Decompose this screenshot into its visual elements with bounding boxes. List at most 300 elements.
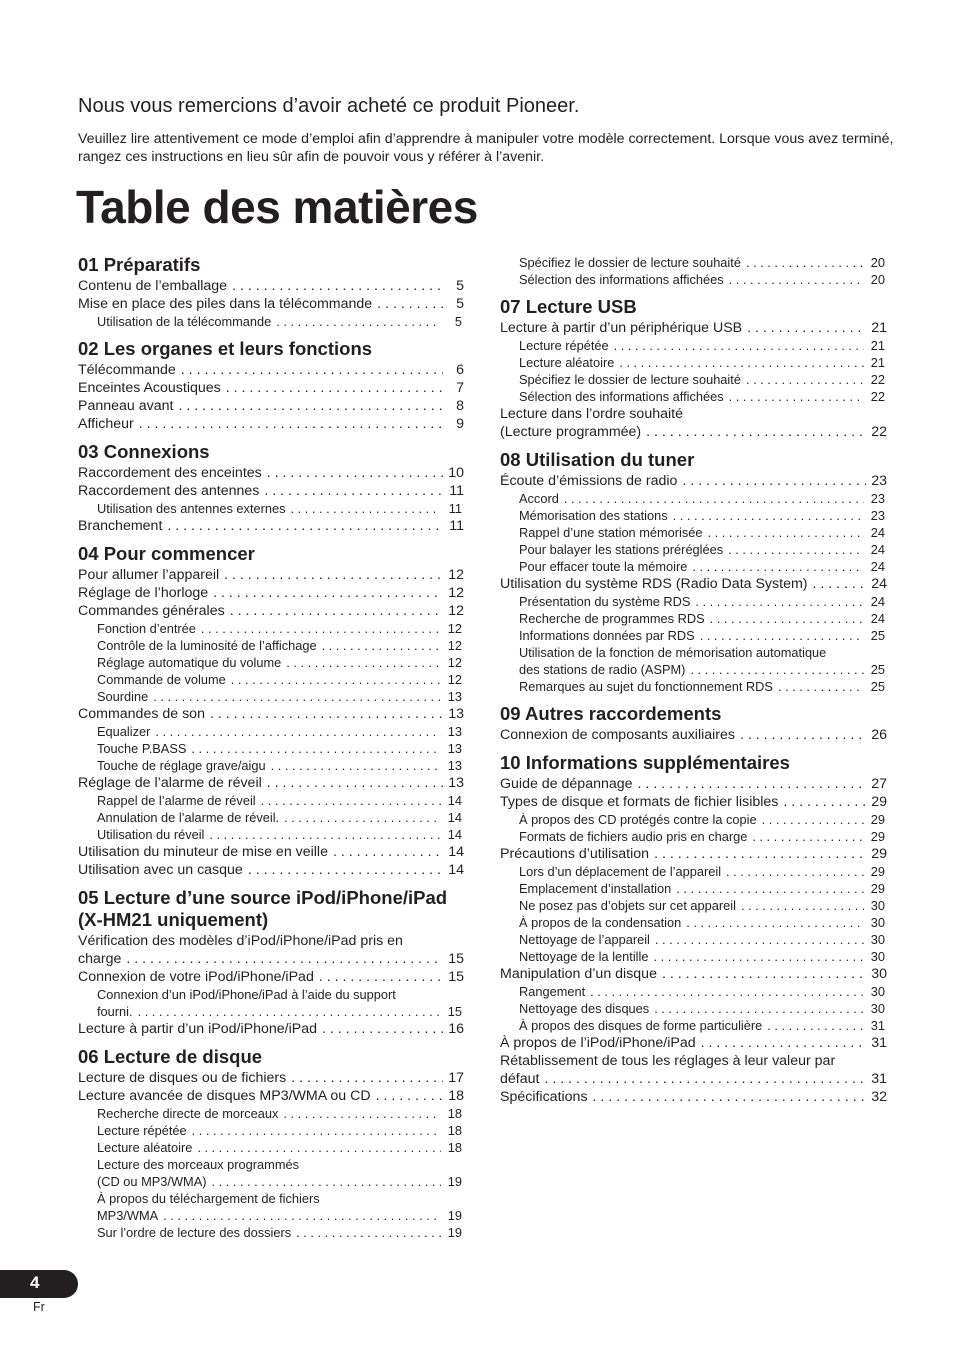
toc-entry[interactable]: [500, 775, 887, 793]
toc-entry[interactable]: [78, 415, 464, 433]
toc-entry[interactable]: [78, 968, 464, 986]
toc-subentry[interactable]: [78, 1105, 464, 1122]
entry-page: 25: [870, 679, 885, 694]
toc-entry[interactable]: [78, 1087, 464, 1105]
toc-subentry[interactable]: [500, 678, 887, 695]
entry-label: Rappel d’une station mémorisée: [519, 525, 703, 540]
dot-leader: [226, 379, 443, 397]
section-title[interactable]: 06 Lecture de disque: [78, 1046, 263, 1067]
entry-label: défaut: [500, 1071, 540, 1087]
toc-entry[interactable]: [78, 843, 464, 861]
dot-leader: [284, 809, 441, 826]
dot-leader: [333, 843, 443, 861]
section-title[interactable]: 07 Lecture USB: [500, 296, 637, 317]
entry-page: 30: [870, 915, 885, 930]
dot-leader: [377, 295, 443, 313]
entry-label: Télécommande: [78, 362, 176, 378]
toc-subentry[interactable]: [500, 541, 887, 558]
dot-leader: [692, 558, 864, 575]
entry-label: Sélection des informations affichées: [519, 389, 724, 404]
entry-label: Ne posez pas d’objets sur cet appareil: [519, 898, 736, 913]
toc-subentry[interactable]: [78, 826, 464, 843]
entry-label: Lecture de disques ou de fichiers: [78, 1070, 287, 1086]
toc-right-column: [500, 254, 887, 1106]
language-code: Fr: [33, 1300, 45, 1314]
dot-leader: [138, 1003, 441, 1020]
toc-entry[interactable]: [78, 277, 464, 295]
entry-page: 27: [871, 776, 887, 792]
entry-page: 21: [871, 320, 887, 336]
dot-leader: [283, 1105, 441, 1122]
toc-subentry[interactable]: [78, 740, 464, 757]
dot-leader: [813, 575, 867, 593]
toc-section-10: [500, 752, 887, 1106]
entry-page: 13: [447, 689, 462, 704]
toc-section-02: [78, 338, 464, 433]
toc-entry[interactable]: [500, 423, 887, 441]
entry-label: Pour effacer toute la mémoire: [519, 559, 688, 574]
dot-leader: [662, 965, 866, 983]
dot-leader: [201, 620, 441, 637]
dot-leader: [213, 584, 443, 602]
entry-page: 15: [447, 1004, 462, 1019]
toc-subentry[interactable]: [500, 388, 887, 405]
toc-entry[interactable]: [78, 774, 464, 792]
dot-leader: [153, 688, 441, 705]
entry-page: 22: [871, 424, 887, 440]
dot-leader: [752, 828, 864, 845]
entry-page: 31: [870, 1018, 885, 1033]
entry-label: Sélection des informations affichées: [519, 272, 724, 287]
entry-label: Précautions d’utilisation: [500, 846, 650, 862]
toc-subentry[interactable]: [500, 1000, 887, 1017]
toc-entry[interactable]: [78, 482, 464, 500]
entry-label: À propos de la condensation: [519, 915, 682, 930]
section-title[interactable]: 09 Autres raccordements: [500, 703, 722, 724]
toc-subentry[interactable]: [78, 809, 464, 826]
toc-entry[interactable]: [78, 1020, 464, 1038]
toc-subentry[interactable]: [78, 792, 464, 809]
dot-leader: [590, 983, 864, 1000]
toc-section-09: [500, 703, 887, 744]
toc-entry[interactable]: [78, 705, 464, 723]
toc-entry[interactable]: [78, 950, 464, 968]
toc-entry[interactable]: [500, 965, 887, 983]
dot-leader: [726, 863, 864, 880]
dot-leader: [682, 472, 866, 490]
entry-label: Lecture avancée de disques MP3/WMA ou CD: [78, 1088, 371, 1104]
toc-subentry[interactable]: [500, 524, 887, 541]
dot-leader: [139, 415, 443, 433]
entry-page: 21: [870, 338, 885, 353]
entry-page: 6: [456, 362, 464, 378]
dot-leader: [231, 671, 441, 688]
toc-subentry[interactable]: [78, 1003, 464, 1020]
entry-page: 24: [870, 594, 885, 609]
entry-label: Spécifiez le dossier de lecture souhaité: [519, 372, 741, 387]
entry-label-line1: Lecture des morceaux programmés: [97, 1157, 299, 1172]
entry-page: 24: [870, 542, 885, 557]
toc-entry[interactable]: [78, 861, 464, 879]
dot-leader: [319, 968, 443, 986]
toc-left-column: [78, 254, 464, 1241]
toc-entry[interactable]: [78, 602, 464, 620]
entry-label: Remarques au sujet du fonctionnement RDS: [519, 679, 773, 694]
dot-leader: [210, 705, 443, 723]
toc-section-06: [78, 1046, 464, 1241]
entry-page: 12: [447, 672, 462, 687]
toc-subentry[interactable]: [500, 507, 887, 524]
entry-label: Annulation de l’alarme de réveil.: [97, 810, 280, 825]
dot-leader: [740, 726, 866, 744]
toc-subentry[interactable]: [78, 500, 464, 517]
dot-leader: [746, 371, 864, 388]
toc-subentry[interactable]: [500, 627, 887, 644]
entry-page: 13: [448, 706, 464, 722]
entry-page: 17: [448, 1070, 464, 1086]
dot-leader: [291, 500, 441, 517]
dot-leader: [209, 826, 441, 843]
dot-leader: [638, 775, 866, 793]
entry-label: Présentation du système RDS: [519, 594, 691, 609]
entry-page: 20: [870, 255, 885, 270]
entry-label: À propos de l’iPod/iPhone/iPad: [500, 1035, 696, 1051]
dot-leader: [167, 517, 443, 535]
dot-leader: [155, 723, 441, 740]
toc-entry[interactable]: [500, 575, 887, 593]
section-title[interactable]: 02 Les organes et leurs fonctions: [78, 338, 373, 359]
entry-label: Fonction d’entrée: [97, 621, 196, 636]
entry-label: Utilisation du minuteur de mise en veille: [78, 844, 328, 860]
entry-page: 24: [870, 559, 885, 574]
entry-page: 21: [870, 355, 885, 370]
toc-subentry[interactable]: [500, 271, 887, 288]
entry-page: 26: [871, 727, 887, 743]
toc-subentry[interactable]: [500, 254, 887, 271]
toc-subentry[interactable]: [500, 558, 887, 575]
toc-entry[interactable]: [500, 1034, 887, 1052]
entry-page: 25: [870, 628, 885, 643]
toc-subentry[interactable]: [500, 983, 887, 1000]
section-title[interactable]: 08 Utilisation du tuner: [500, 449, 695, 470]
entry-label: Connexion de composants auxiliaires: [500, 727, 736, 743]
toc-entry[interactable]: [78, 517, 464, 535]
toc-entry[interactable]: [78, 464, 464, 482]
toc-entry[interactable]: [78, 361, 464, 379]
dot-leader: [197, 1139, 441, 1156]
toc-subentry[interactable]: [78, 688, 464, 705]
entry-page: 5: [456, 296, 464, 312]
dot-leader: [701, 1034, 866, 1052]
dot-leader: [261, 792, 441, 809]
entry-label: Nettoyage des disques: [519, 1001, 650, 1016]
toc-subentry[interactable]: [500, 897, 887, 914]
entry-page: 16: [448, 1021, 464, 1037]
dot-leader: [322, 1020, 443, 1038]
section-title[interactable]: 10 Informations supplémentaires: [500, 752, 790, 773]
section-title-line1: 05 Lecture d’une source iPod/iPhone/iPad: [78, 887, 448, 908]
entry-label: Commandes générales: [78, 603, 225, 619]
toc-subentry[interactable]: [500, 914, 887, 931]
entry-label: Raccordement des antennes: [78, 483, 260, 499]
entry-label: Lecture à partir d’un iPod/iPhone/iPad: [78, 1021, 317, 1037]
toc-subentry[interactable]: [78, 1224, 464, 1241]
dot-leader: [778, 678, 864, 695]
entry-label: Types de disque et formats de fichier lisibles: [500, 794, 779, 810]
entry-label: Spécifications: [500, 1089, 588, 1105]
dot-leader: [192, 1122, 441, 1139]
toc-entry[interactable]: [500, 793, 887, 811]
section-title[interactable]: [78, 887, 464, 931]
entry-page: 19: [447, 1174, 462, 1189]
entry-page: 12: [447, 638, 462, 653]
entry-page: 24: [870, 611, 885, 626]
section-title[interactable]: 04 Pour commencer: [78, 543, 255, 564]
entry-page: 15: [448, 969, 464, 985]
page-number: 4: [30, 1273, 40, 1292]
toc-subentry[interactable]: [500, 828, 887, 845]
toc-subentry[interactable]: [78, 671, 464, 688]
section-title[interactable]: 01 Préparatifs: [78, 254, 201, 275]
toc-subentry[interactable]: [78, 1173, 464, 1190]
toc-entry[interactable]: [500, 845, 887, 863]
entry-page: 11: [449, 518, 464, 534]
dot-leader: [178, 397, 443, 415]
toc-subentry[interactable]: [78, 1122, 464, 1139]
entry-label: Réglage de l’horloge: [78, 585, 209, 601]
entry-page: 30: [870, 949, 885, 964]
dot-leader: [191, 740, 441, 757]
entry-label-line1: Utilisation de la fonction de mémorisation automatique: [519, 645, 827, 660]
entry-label-line1: Vérification des modèles d’iPod/iPhone/iPad pris en: [78, 933, 403, 949]
toc-subentry[interactable]: [500, 593, 887, 610]
entry-label-line1: Connexion d’un iPod/iPhone/iPad à l’aide du support: [97, 987, 396, 1002]
toc-subentry[interactable]: [78, 1139, 464, 1156]
toc-subentry[interactable]: [500, 610, 887, 627]
dot-leader: [291, 1069, 443, 1087]
toc-subentry[interactable]: [500, 948, 887, 965]
toc-section-08: [500, 449, 887, 695]
toc-subentry[interactable]: [78, 757, 464, 774]
dot-leader: [762, 811, 864, 828]
entry-page: 14: [447, 793, 462, 808]
dot-leader: [224, 566, 443, 584]
entry-label: À propos des disques de forme particulière: [519, 1018, 763, 1033]
entry-page: 15: [448, 951, 464, 967]
entry-label: Utilisation de la télécommande: [97, 314, 272, 329]
dot-leader: [276, 313, 441, 330]
entry-label-line1: À propos du téléchargement de fichiers: [97, 1191, 320, 1206]
entry-label: Equalizer: [97, 724, 151, 739]
entry-label: Utilisation des antennes externes: [97, 501, 286, 516]
entry-label: Guide de dépannage: [500, 776, 633, 792]
toc-entry[interactable]: [78, 397, 464, 415]
entry-page: 12: [447, 655, 462, 670]
dot-leader: [676, 880, 864, 897]
entry-page: 10: [448, 465, 464, 481]
entry-label: Formats de fichiers audio pris en charge: [519, 829, 748, 844]
entry-label: MP3/WMA: [97, 1208, 159, 1223]
dot-leader: [686, 914, 864, 931]
dot-leader: [783, 793, 866, 811]
entry-page: 14: [448, 844, 464, 860]
entry-label: Raccordement des enceintes: [78, 465, 262, 481]
dot-leader: [614, 337, 864, 354]
dot-leader: [729, 271, 864, 288]
section-title[interactable]: 03 Connexions: [78, 441, 210, 462]
dot-leader: [296, 1224, 441, 1241]
entry-page: 13: [447, 724, 462, 739]
entry-label: Lecture répétée: [97, 1123, 187, 1138]
toc-subentry[interactable]: [500, 371, 887, 388]
section-title-line2: (X-HM21 uniquement): [78, 909, 269, 930]
entry-page: 29: [870, 881, 885, 896]
entry-label: Touche P.BASS: [97, 741, 187, 756]
toc-entry[interactable]: [78, 584, 464, 602]
entry-label: Recherche de programmes RDS: [519, 611, 705, 626]
dot-leader: [728, 541, 864, 558]
toc-entry[interactable]: [78, 295, 464, 313]
toc-subentry[interactable]: [78, 620, 464, 637]
entry-page: 22: [870, 389, 885, 404]
entry-page: 23: [870, 508, 885, 523]
entry-page: 22: [870, 372, 885, 387]
entry-label: Mémorisation des stations: [519, 508, 668, 523]
entry-page: 18: [447, 1123, 462, 1138]
entry-page: 30: [870, 1001, 885, 1016]
dot-leader: [322, 637, 441, 654]
entry-label: Réglage automatique du volume: [97, 655, 282, 670]
dot-leader: [267, 774, 443, 792]
dot-leader: [593, 1088, 866, 1106]
toc-subentry[interactable]: [500, 337, 887, 354]
toc-subentry[interactable]: [500, 811, 887, 828]
toc-heading: Table des matières: [76, 181, 478, 233]
entry-page: 5: [454, 314, 462, 329]
entry-page: 18: [448, 1088, 464, 1104]
dot-leader: [181, 361, 443, 379]
toc-subentry[interactable]: [500, 1017, 887, 1034]
toc-subentry[interactable]: [78, 637, 464, 654]
toc-subentry[interactable]: [500, 490, 887, 507]
entry-page: 30: [870, 984, 885, 999]
toc-subentry[interactable]: [500, 931, 887, 948]
entry-page: 20: [870, 272, 885, 287]
toc-subentry[interactable]: [500, 661, 887, 678]
entry-label: Commande de volume: [97, 672, 226, 687]
entry-label: Nettoyage de l’appareil: [519, 932, 650, 947]
entry-label: Rappel de l’alarme de réveil: [97, 793, 256, 808]
entry-page: 12: [448, 567, 464, 583]
entry-page: 11: [448, 501, 462, 516]
dot-leader: [729, 388, 864, 405]
entry-label: Pour balayer les stations préréglées: [519, 542, 724, 557]
entry-page: 29: [871, 846, 887, 862]
toc-entry[interactable]: [78, 566, 464, 584]
toc-subentry[interactable]: [500, 863, 887, 880]
toc-entry[interactable]: [500, 319, 887, 337]
toc-entry[interactable]: [500, 472, 887, 490]
toc-section-05: [78, 887, 464, 1038]
toc-entry[interactable]: [78, 379, 464, 397]
dot-leader: [673, 507, 864, 524]
entry-page: 29: [870, 864, 885, 879]
entry-page: 19: [447, 1225, 462, 1240]
entry-page: 25: [870, 662, 885, 677]
dot-leader: [646, 423, 866, 441]
entry-page: 12: [447, 621, 462, 636]
entry-page: 23: [870, 491, 885, 506]
dot-leader: [248, 861, 443, 879]
entry-label: Accord: [519, 491, 559, 506]
entry-label: Sourdine: [97, 689, 149, 704]
toc-subentry[interactable]: [78, 654, 464, 671]
entry-page: 32: [871, 1089, 887, 1105]
toc-subentry[interactable]: [500, 880, 887, 897]
dot-leader: [232, 277, 443, 295]
dot-leader: [708, 524, 864, 541]
toc-entry[interactable]: [500, 726, 887, 744]
dot-leader: [271, 757, 441, 774]
toc-section-06-continued: [500, 254, 887, 288]
dot-leader: [747, 319, 866, 337]
intro-body: Veuillez lire attentivement ce mode d’emploi afin d’apprendre à manipuler votre modèle correctement. Lorsque vous avez terminé, rangez ces instructions en lieu sûr afin de pouvoir vous y référer à l’avenir.: [78, 131, 894, 165]
entry-label: Écoute d’émissions de radio: [500, 473, 678, 489]
entry-page: 8: [456, 398, 464, 414]
entry-label: Réglage de l’alarme de réveil: [78, 775, 262, 791]
entry-page: 7: [456, 380, 464, 396]
entry-page: 30: [870, 932, 885, 947]
toc-section-03: [78, 441, 464, 535]
entry-label: Sur l’ordre de lecture des dossiers: [97, 1225, 292, 1240]
entry-page: 18: [447, 1106, 462, 1121]
entry-label: Utilisation du réveil: [97, 827, 205, 842]
entry-label: Contrôle de la luminosité de l’affichage: [97, 638, 317, 653]
entry-label: Lecture aléatoire: [97, 1140, 193, 1155]
entry-page: 13: [447, 758, 462, 773]
toc-subentry[interactable]: [500, 354, 887, 371]
entry-label: À propos des CD protégés contre la copie: [519, 812, 757, 827]
entry-label: Lecture aléatoire: [519, 355, 615, 370]
entry-page: 9: [456, 416, 464, 432]
entry-page: 14: [447, 827, 462, 842]
entry-label-line1: Lecture dans l’ordre souhaité: [500, 406, 683, 422]
entry-label: Lecture à partir d’un périphérique USB: [500, 320, 743, 336]
entry-label: des stations de radio (ASPM): [519, 662, 686, 677]
entry-page: 11: [449, 483, 464, 499]
entry-page: 30: [870, 898, 885, 913]
entry-label: (Lecture programmée): [500, 424, 642, 440]
entry-page: 12: [448, 603, 464, 619]
dot-leader: [700, 627, 864, 644]
dot-leader: [212, 1173, 442, 1190]
entry-label: Panneau avant: [78, 398, 174, 414]
toc-subentry[interactable]: [78, 1207, 464, 1224]
toc-subentry[interactable]: [78, 313, 464, 330]
toc-entry[interactable]: [500, 1070, 887, 1088]
entry-page: 29: [871, 794, 887, 810]
toc-entry[interactable]: [500, 1088, 887, 1106]
toc-subentry[interactable]: [78, 723, 464, 740]
entry-label: Utilisation du système RDS (Radio Data System): [500, 576, 808, 592]
dot-leader: [264, 482, 443, 500]
entry-label: fourni.: [97, 1004, 133, 1019]
entry-label: Informations données par RDS: [519, 628, 695, 643]
dot-leader: [619, 354, 864, 371]
entry-label: Afficheur: [78, 416, 134, 432]
toc-entry[interactable]: [78, 1069, 464, 1087]
entry-label: Emplacement d’installation: [519, 881, 672, 896]
